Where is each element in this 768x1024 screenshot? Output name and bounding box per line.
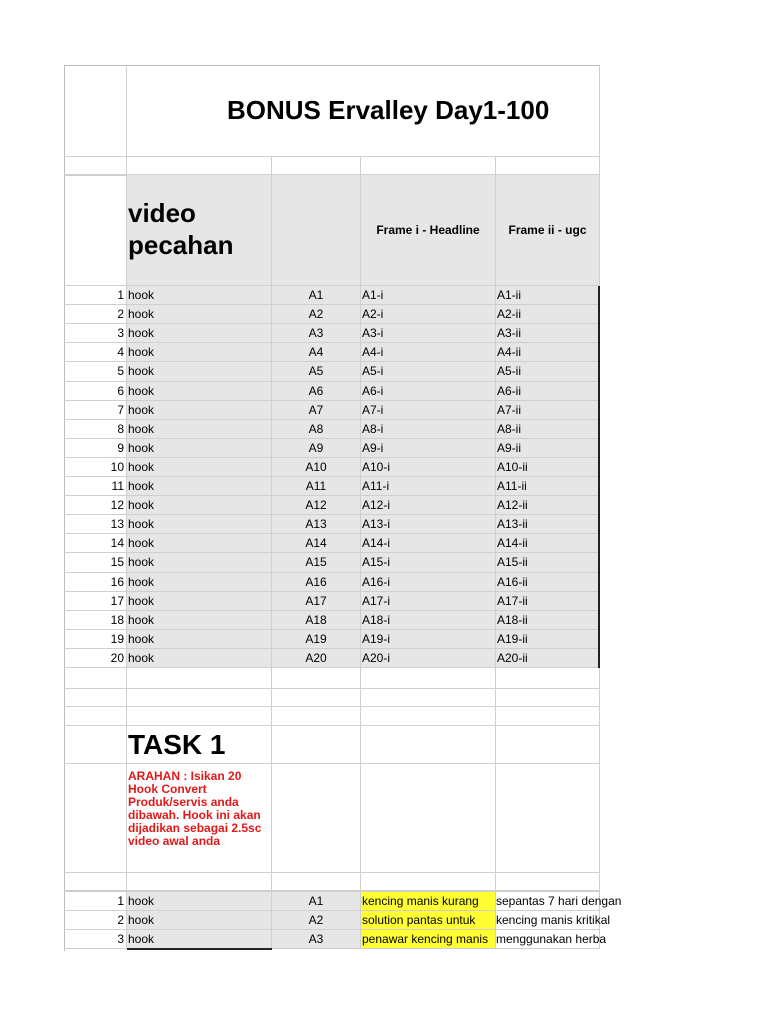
frame-i-header: Frame i - Headline bbox=[361, 175, 496, 286]
row-frame-i[interactable]: A20-i bbox=[361, 649, 496, 668]
task-row-code[interactable]: A2 bbox=[272, 911, 361, 930]
blank-cell[interactable] bbox=[64, 668, 127, 689]
row-frame-ii[interactable]: A15-ii bbox=[496, 553, 600, 573]
row-frame-ii[interactable]: A19-ii bbox=[496, 630, 600, 649]
row-frame-i[interactable]: A17-i bbox=[361, 592, 496, 611]
row-code[interactable]: A2 bbox=[272, 305, 361, 324]
row-type[interactable]: hook bbox=[127, 592, 272, 611]
row-type[interactable]: hook bbox=[127, 649, 272, 668]
row-frame-i[interactable]: A18-i bbox=[361, 611, 496, 630]
row-number[interactable]: 1 bbox=[64, 286, 127, 305]
blank-cell[interactable] bbox=[272, 764, 361, 873]
row-code[interactable]: A1 bbox=[272, 286, 361, 305]
row-number[interactable]: 17 bbox=[64, 592, 127, 611]
arahan-index-cell[interactable] bbox=[64, 764, 127, 873]
task-row-hook-rest[interactable]: kencing manis kritikal bbox=[496, 911, 600, 930]
header-index-cell[interactable] bbox=[64, 175, 127, 286]
row-type[interactable]: hook bbox=[127, 534, 272, 553]
blank-cell[interactable] bbox=[272, 689, 361, 707]
row-frame-i[interactable]: A6-i bbox=[361, 382, 496, 401]
row-frame-ii[interactable]: A2-ii bbox=[496, 305, 600, 324]
row-frame-i[interactable]: A12-i bbox=[361, 496, 496, 515]
row-number[interactable]: 13 bbox=[64, 515, 127, 534]
blank-cell[interactable] bbox=[127, 873, 272, 891]
row-frame-i[interactable]: A8-i bbox=[361, 420, 496, 439]
blank-cell[interactable] bbox=[272, 707, 361, 726]
row-code[interactable]: A10 bbox=[272, 458, 361, 477]
row-code[interactable]: A3 bbox=[272, 324, 361, 343]
row-frame-ii[interactable]: A17-ii bbox=[496, 592, 600, 611]
task-row-type[interactable]: hook bbox=[127, 911, 272, 930]
task-index-cell[interactable] bbox=[64, 726, 127, 764]
arahan-instruction: ARAHAN : Isikan 20 Hook Convert Produk/servis anda dibawah. Hook ini akan dijadikan sebagai 2.5sc video awal anda bbox=[127, 764, 272, 873]
blank-cell[interactable] bbox=[496, 873, 600, 891]
blank-cell[interactable] bbox=[361, 689, 496, 707]
row-frame-i[interactable]: A3-i bbox=[361, 324, 496, 343]
row-frame-i[interactable]: A15-i bbox=[361, 553, 496, 573]
row-frame-i[interactable]: A11-i bbox=[361, 477, 496, 496]
row-number[interactable]: 10 bbox=[64, 458, 127, 477]
row-frame-ii[interactable]: A18-ii bbox=[496, 611, 600, 630]
row-frame-i[interactable]: A1-i bbox=[361, 286, 496, 305]
row-number[interactable]: 15 bbox=[64, 553, 127, 573]
row-number[interactable]: 5 bbox=[64, 362, 127, 382]
task-row-hook-rest[interactable]: menggunakan herba bbox=[496, 930, 600, 949]
row-type[interactable]: hook bbox=[127, 458, 272, 477]
row-code[interactable]: A19 bbox=[272, 630, 361, 649]
blank-cell[interactable] bbox=[64, 873, 127, 891]
blank-cell[interactable] bbox=[361, 707, 496, 726]
row-number[interactable]: 6 bbox=[64, 382, 127, 401]
title-row-number-cell[interactable] bbox=[64, 65, 127, 157]
blank-cell[interactable] bbox=[272, 668, 361, 689]
task-row-type[interactable]: hook bbox=[127, 892, 272, 911]
row-code[interactable]: A18 bbox=[272, 611, 361, 630]
row-number[interactable]: 19 bbox=[64, 630, 127, 649]
row-frame-i[interactable]: A5-i bbox=[361, 362, 496, 382]
row-number[interactable]: 12 bbox=[64, 496, 127, 515]
row-code[interactable]: A4 bbox=[272, 343, 361, 362]
task-row-hook-rest[interactable]: sepantas 7 hari dengan bbox=[496, 892, 600, 911]
row-frame-ii[interactable]: A4-ii bbox=[496, 343, 600, 362]
blank-cell[interactable] bbox=[496, 707, 600, 726]
task-row-hook-highlight[interactable]: penawar kencing manis bbox=[361, 930, 496, 949]
row-frame-i[interactable]: A4-i bbox=[361, 343, 496, 362]
row-type[interactable]: hook bbox=[127, 573, 272, 592]
row-frame-ii[interactable]: A20-ii bbox=[496, 649, 600, 668]
row-code[interactable]: A17 bbox=[272, 592, 361, 611]
row-type[interactable]: hook bbox=[127, 362, 272, 382]
blank-cell[interactable] bbox=[272, 157, 361, 175]
task-row-hook-highlight[interactable]: solution pantas untuk bbox=[361, 911, 496, 930]
row-code[interactable]: A6 bbox=[272, 382, 361, 401]
blank-cell[interactable] bbox=[64, 689, 127, 707]
video-pecahan-word: video bbox=[128, 198, 196, 228]
row-code[interactable]: A15 bbox=[272, 553, 361, 573]
blank-cell[interactable] bbox=[496, 157, 600, 175]
blank-cell[interactable] bbox=[64, 707, 127, 726]
row-frame-i[interactable]: A19-i bbox=[361, 630, 496, 649]
row-number[interactable]: 4 bbox=[64, 343, 127, 362]
row-frame-i[interactable]: A16-i bbox=[361, 573, 496, 592]
video-pecahan-word: pecahan bbox=[128, 230, 234, 260]
task-row-code[interactable]: A1 bbox=[272, 892, 361, 911]
spreadsheet bbox=[64, 65, 622, 951]
task-row-number[interactable]: 2 bbox=[64, 911, 127, 930]
row-type[interactable]: hook bbox=[127, 515, 272, 534]
row-frame-i[interactable]: A13-i bbox=[361, 515, 496, 534]
row-frame-i[interactable]: A9-i bbox=[361, 439, 496, 458]
row-number[interactable]: 20 bbox=[64, 649, 127, 668]
row-frame-ii[interactable]: A5-ii bbox=[496, 362, 600, 382]
row-frame-ii[interactable]: A11-ii bbox=[496, 477, 600, 496]
row-frame-i[interactable]: A14-i bbox=[361, 534, 496, 553]
task-title: TASK 1 bbox=[127, 726, 272, 764]
blank-cell[interactable] bbox=[64, 157, 127, 175]
blank-cell[interactable] bbox=[272, 726, 361, 764]
blank-cell[interactable] bbox=[361, 873, 496, 891]
row-frame-ii[interactable]: A7-ii bbox=[496, 401, 600, 420]
row-type[interactable]: hook bbox=[127, 477, 272, 496]
row-frame-ii[interactable]: A1-ii bbox=[496, 286, 600, 305]
blank-cell[interactable] bbox=[127, 157, 272, 175]
row-code[interactable]: A11 bbox=[272, 477, 361, 496]
blank-cell[interactable] bbox=[361, 764, 496, 873]
row-code[interactable]: A16 bbox=[272, 573, 361, 592]
row-frame-i[interactable]: A2-i bbox=[361, 305, 496, 324]
row-frame-ii[interactable]: A6-ii bbox=[496, 382, 600, 401]
blank-cell[interactable] bbox=[272, 873, 361, 891]
row-frame-ii[interactable]: A3-ii bbox=[496, 324, 600, 343]
blank-cell[interactable] bbox=[127, 689, 272, 707]
video-pecahan-header bbox=[127, 175, 272, 286]
row-number[interactable]: 18 bbox=[64, 611, 127, 630]
row-type[interactable]: hook bbox=[127, 286, 272, 305]
blank-cell[interactable] bbox=[127, 668, 272, 689]
sheet-title: BONUS Ervalley Day1-100 bbox=[127, 65, 600, 157]
row-frame-i[interactable]: A7-i bbox=[361, 401, 496, 420]
blank-cell[interactable] bbox=[496, 689, 600, 707]
column-edge-marker bbox=[598, 286, 600, 668]
row-number[interactable]: 14 bbox=[64, 534, 127, 553]
row-frame-ii[interactable]: A12-ii bbox=[496, 496, 600, 515]
task-bottom-border bbox=[127, 948, 272, 950]
task-row-number[interactable]: 3 bbox=[64, 930, 127, 949]
row-type[interactable]: hook bbox=[127, 343, 272, 362]
row-number[interactable]: 16 bbox=[64, 573, 127, 592]
row-number[interactable]: 9 bbox=[64, 439, 127, 458]
blank-cell[interactable] bbox=[361, 726, 496, 764]
row-code[interactable]: A20 bbox=[272, 649, 361, 668]
blank-cell[interactable] bbox=[127, 707, 272, 726]
row-type[interactable]: hook bbox=[127, 611, 272, 630]
row-type[interactable]: hook bbox=[127, 553, 272, 573]
row-type[interactable]: hook bbox=[127, 401, 272, 420]
blank-cell[interactable] bbox=[496, 726, 600, 764]
row-number[interactable]: 8 bbox=[64, 420, 127, 439]
task-row-code[interactable]: A3 bbox=[272, 930, 361, 949]
row-type[interactable]: hook bbox=[127, 324, 272, 343]
row-frame-ii[interactable]: A14-ii bbox=[496, 534, 600, 553]
row-type[interactable]: hook bbox=[127, 420, 272, 439]
blank-cell[interactable] bbox=[361, 668, 496, 689]
row-code[interactable]: A7 bbox=[272, 401, 361, 420]
row-frame-ii[interactable]: A10-ii bbox=[496, 458, 600, 477]
blank-cell[interactable] bbox=[361, 157, 496, 175]
row-number[interactable]: 7 bbox=[64, 401, 127, 420]
row-code[interactable]: A13 bbox=[272, 515, 361, 534]
row-type[interactable]: hook bbox=[127, 496, 272, 515]
row-type[interactable]: hook bbox=[127, 630, 272, 649]
row-type[interactable]: hook bbox=[127, 439, 272, 458]
row-code[interactable]: A14 bbox=[272, 534, 361, 553]
task-row-hook-highlight[interactable]: kencing manis kurang bbox=[361, 892, 496, 911]
row-code[interactable]: A9 bbox=[272, 439, 361, 458]
row-type[interactable]: hook bbox=[127, 382, 272, 401]
header-code-cell[interactable] bbox=[272, 175, 361, 286]
blank-cell[interactable] bbox=[496, 668, 600, 689]
row-frame-ii[interactable]: A16-ii bbox=[496, 573, 600, 592]
row-code[interactable]: A5 bbox=[272, 362, 361, 382]
blank-cell[interactable] bbox=[496, 764, 600, 873]
task-row-type[interactable]: hook bbox=[127, 930, 272, 949]
row-number[interactable]: 2 bbox=[64, 305, 127, 324]
frame-ii-header: Frame ii - ugc bbox=[496, 175, 600, 286]
row-frame-ii[interactable]: A13-ii bbox=[496, 515, 600, 534]
row-frame-ii[interactable]: A8-ii bbox=[496, 420, 600, 439]
task-row-number[interactable]: 1 bbox=[64, 892, 127, 911]
row-frame-i[interactable]: A10-i bbox=[361, 458, 496, 477]
row-type[interactable]: hook bbox=[127, 305, 272, 324]
row-frame-ii[interactable]: A9-ii bbox=[496, 439, 600, 458]
row-code[interactable]: A12 bbox=[272, 496, 361, 515]
row-number[interactable]: 11 bbox=[64, 477, 127, 496]
row-code[interactable]: A8 bbox=[272, 420, 361, 439]
row-number[interactable]: 3 bbox=[64, 324, 127, 343]
